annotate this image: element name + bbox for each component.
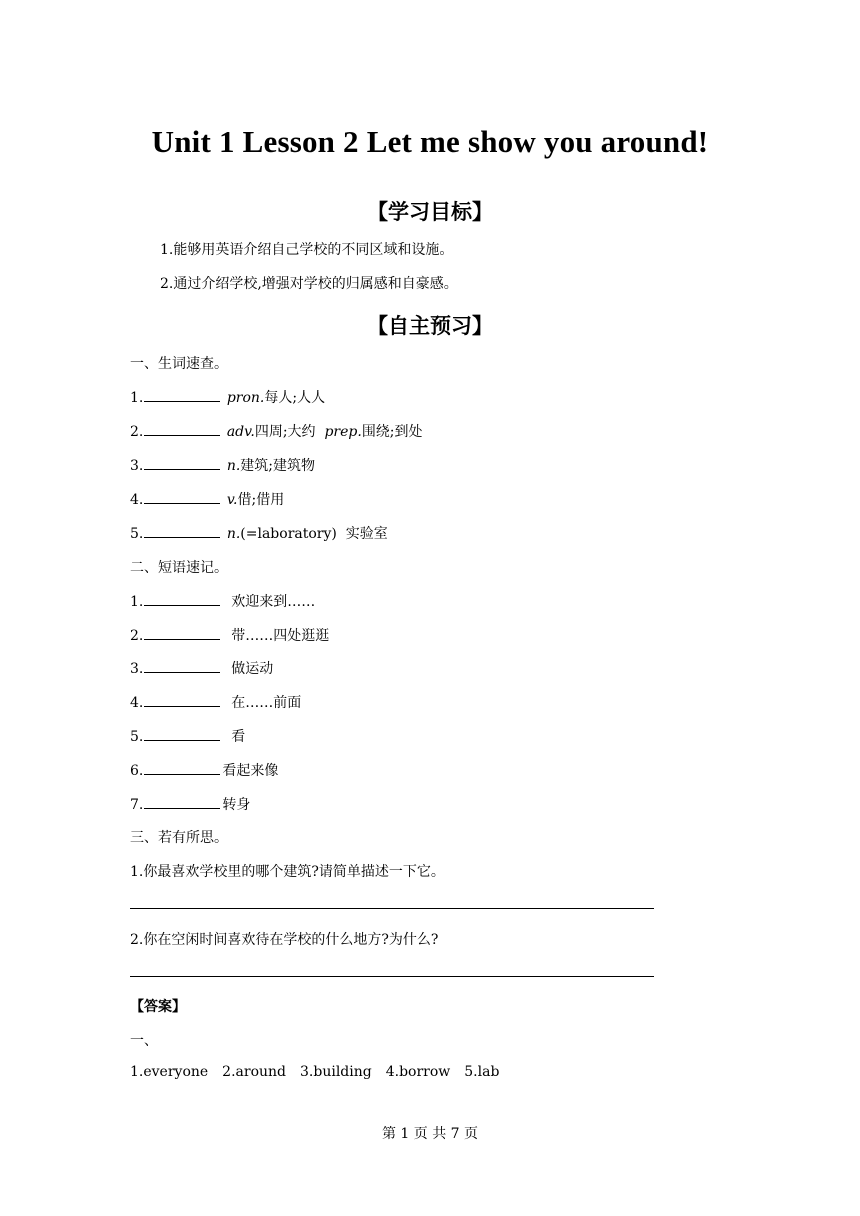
part-of-speech: prep.: [324, 424, 362, 440]
item-number: 4.: [130, 492, 144, 508]
item-number: 5.: [130, 526, 144, 542]
part-of-speech: adv.: [226, 424, 255, 440]
answers-heading: 【答案】: [130, 999, 186, 1015]
phrase-item: [130, 658, 273, 678]
phrase-item: [130, 625, 329, 645]
vocab-item: [130, 455, 315, 475]
vocab-item: [130, 489, 284, 509]
answer-blank[interactable]: [144, 423, 220, 436]
phrase-item: [130, 794, 250, 814]
page-footer: 第 1 页 共 7 页: [381, 1126, 479, 1142]
item-number: 1.: [130, 594, 144, 610]
answer-blank[interactable]: [144, 593, 220, 606]
part-of-speech: n.: [226, 526, 241, 542]
answer-blank[interactable]: [144, 389, 220, 402]
question-2: 2.你在空闲时间喜欢待在学校的什么地方?为什么?: [130, 932, 439, 948]
answer-blank[interactable]: [144, 660, 220, 673]
phrase-item: [130, 760, 278, 780]
answer-blank[interactable]: [144, 525, 220, 538]
answer-blank[interactable]: [144, 762, 220, 775]
meaning: 做运动: [231, 661, 274, 677]
item-number: 1.: [130, 390, 144, 406]
answers-part1: [130, 1064, 513, 1080]
answers-part1-label: 一、: [130, 1033, 158, 1049]
vocab-item: [130, 387, 325, 407]
item-number: 2.: [130, 424, 144, 440]
answer-blank[interactable]: [144, 728, 220, 741]
item-number: 5.: [130, 729, 144, 745]
answer-item: 3.building: [300, 1064, 372, 1080]
answer-blank[interactable]: [144, 457, 220, 470]
item-number: 3.: [130, 458, 144, 474]
answer-item: 1.everyone: [130, 1064, 209, 1080]
meaning: 看起来像: [222, 763, 279, 779]
answer-blank[interactable]: [144, 796, 220, 809]
meaning: 每人;人人: [264, 390, 326, 406]
answer-line[interactable]: [130, 976, 654, 977]
part3-title: 三、若有所思。: [130, 830, 228, 846]
meaning: 看: [231, 729, 246, 745]
item-number: 4.: [130, 695, 144, 711]
meaning: 四周;大约: [254, 424, 316, 440]
answer-item: 5.lab: [464, 1064, 500, 1080]
part2-title: 二、短语速记。: [130, 560, 228, 576]
objective-item: 2.通过介绍学校,增强对学校的归属感和自豪感。: [160, 276, 458, 292]
phrase-item: [130, 726, 245, 746]
question-1: 1.你最喜欢学校里的哪个建筑?请简单描述一下它。: [130, 864, 445, 880]
item-number: 6.: [130, 763, 144, 779]
meaning: 建筑;建筑物: [240, 458, 315, 474]
vocab-item: [130, 523, 388, 543]
meaning: 借;借用: [237, 492, 285, 508]
objectives-heading: 【学习目标】: [367, 200, 493, 224]
part-of-speech: n.: [226, 458, 241, 474]
answer-item: 4.borrow: [385, 1064, 451, 1080]
answer-blank[interactable]: [144, 694, 220, 707]
answer-blank[interactable]: [144, 627, 220, 640]
phrase-item: [130, 591, 315, 611]
meaning: 围绕;到处: [361, 424, 423, 440]
phrase-item: [130, 692, 301, 712]
preview-heading: 【自主预习】: [367, 314, 493, 338]
part-of-speech: v.: [226, 492, 238, 508]
page-title: Unit 1 Lesson 2 Let me show you around!: [151, 124, 709, 159]
answer-line[interactable]: [130, 908, 654, 909]
answer-blank[interactable]: [144, 491, 220, 504]
meaning: (=laboratory) 实验室: [240, 526, 388, 542]
item-number: 3.: [130, 661, 144, 677]
meaning: 带……四处逛逛: [231, 628, 330, 644]
part1-title: 一、生词速查。: [130, 356, 228, 372]
part-of-speech: pron.: [226, 390, 265, 406]
vocab-item: [130, 421, 423, 441]
meaning: 转身: [222, 797, 251, 813]
item-number: 2.: [130, 628, 144, 644]
answer-item: 2.around: [222, 1064, 286, 1080]
meaning: 欢迎来到……: [231, 594, 316, 610]
meaning: 在……前面: [231, 695, 302, 711]
objective-item: 1.能够用英语介绍自己学校的不同区域和设施。: [160, 242, 454, 258]
item-number: 7.: [130, 797, 144, 813]
